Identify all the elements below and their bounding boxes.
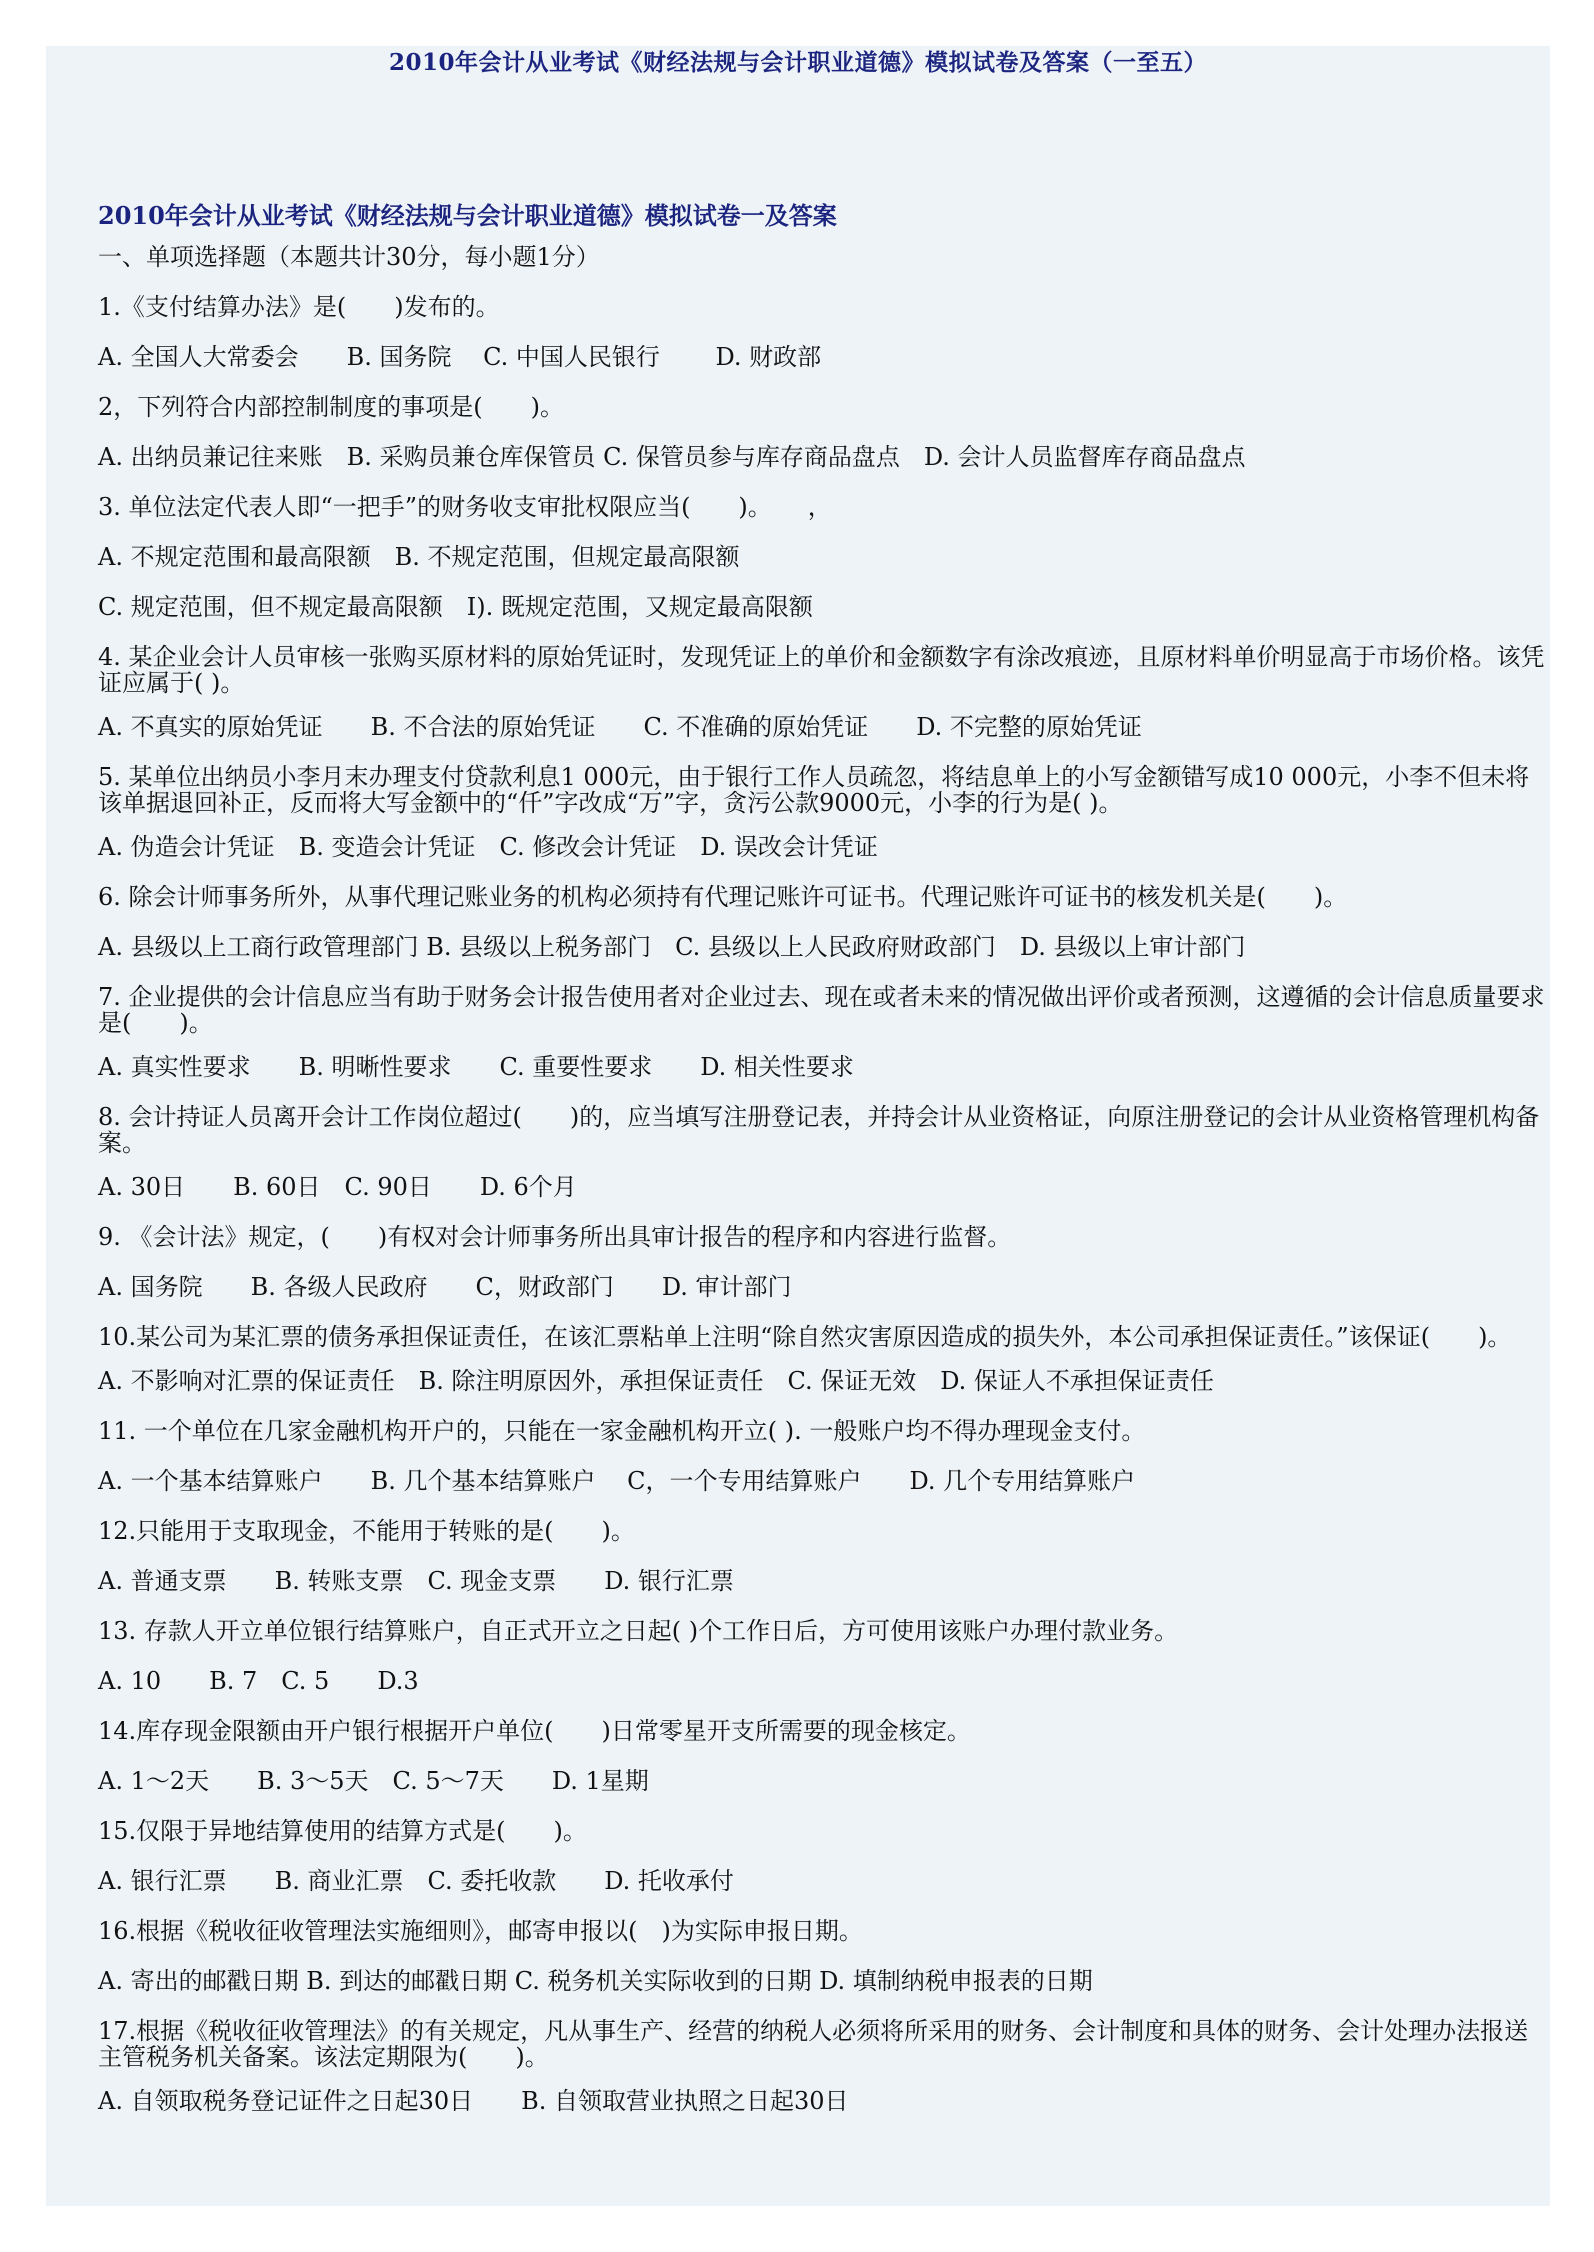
options-3a: A. 不规定范围和最高限额 B. 不规定范围，但规定最高限额 xyxy=(98,543,740,571)
question-12: 12.只能用于支取现金，不能用于转账的是( )。 xyxy=(98,1517,635,1545)
options-1: A. 全国人大常委会 B. 国务院 C. 中国人民银行 D. 财政部 xyxy=(98,343,822,371)
document-title: 2010年会计从业考试《财经法规与会计职业道德》模拟试卷及答案（一至五） xyxy=(388,49,1207,76)
options-16: A. 寄出的邮戳日期 B. 到达的邮戳日期 C. 税务机关实际收到的日期 D. 填制纳税申报表的日期 xyxy=(98,1967,1093,1995)
options-17: A. 自领取税务登记证件之日起30日 B. 自领取营业执照之日起30日 xyxy=(98,2087,849,2115)
question-17: 17.根据《税收征收管理法》的有关规定，凡从事生产、经营的纳税人必须将所采用的财务、会计制度和具体的财务、会计处理办法报送主管税务机关备案。该法定期限为( )。 xyxy=(98,2017,1529,2071)
options-3b: C. 规定范围，但不规定最高限额 I). 既规定范围，又规定最高限额 xyxy=(98,593,813,621)
options-7: A. 真实性要求 B. 明晰性要求 C. 重要性要求 D. 相关性要求 xyxy=(98,1053,854,1081)
question-7: 7. 企业提供的会计信息应当有助于财务会计报告使用者对企业过去、现在或者未来的情况做出评价或者预测，这遵循的会计信息质量要求是( )。 xyxy=(98,983,1545,1037)
options-5: A. 伪造会计凭证 B. 变造会计凭证 C. 修改会计凭证 D. 误改会计凭证 xyxy=(98,833,878,861)
document-body xyxy=(52,242,1548,2136)
options-10: A. 不影响对汇票的保证责任 B. 除注明原因外，承担保证责任 C. 保证无效 D. 保证人不承担保证责任 xyxy=(98,1367,1214,1395)
question-15: 15.仅限于异地结算使用的结算方式是( )。 xyxy=(98,1817,587,1845)
options-14: A. 1～2天 B. 3～5天 C. 5～7天 D. 1星期 xyxy=(98,1767,649,1795)
options-4: A. 不真实的原始凭证 B. 不合法的原始凭证 C. 不准确的原始凭证 D. 不完整的原始凭证 xyxy=(98,713,1142,741)
options-6: A. 县级以上工商行政管理部门 B. 县级以上税务部门 C. 县级以上人民政府财政部门 D. 县级以上审计部门 xyxy=(98,933,1246,961)
options-9: A. 国务院 B. 各级人民政府 C，财政部门 D. 审计部门 xyxy=(98,1273,792,1301)
question-14: 14.库存现金限额由开户银行根据开户单位( )日常零星开支所需要的现金核定。 xyxy=(98,1717,971,1745)
options-15: A. 银行汇票 B. 商业汇票 C. 委托收款 D. 托收承付 xyxy=(98,1867,734,1895)
options-12: A. 普通支票 B. 转账支票 C. 现金支票 D. 银行汇票 xyxy=(98,1567,734,1595)
question-9: 9. 《会计法》规定，( )有权对会计师事务所出具审计报告的程序和内容进行监督。 xyxy=(98,1223,1012,1251)
question-1: 1.《支付结算办法》是( )发布的。 xyxy=(98,293,500,321)
options-2: A. 出纳员兼记往来账 B. 采购员兼仓库保管员 C. 保管员参与库存商品盘点 D. 会计人员监督库存商品盘点 xyxy=(98,443,1246,471)
section-heading: 一、单项选择题（本题共计30分，每小题1分） xyxy=(98,243,600,271)
section-title: 2010年会计从业考试《财经法规与会计职业道德》模拟试卷一及答案 xyxy=(98,201,837,230)
question-13: 13. 存款人开立单位银行结算账户，自正式开立之日起( )个工作日后，方可使用该账户办理付款业务。 xyxy=(98,1617,1179,1645)
question-11: 11. 一个单位在几家金融机构开户的，只能在一家金融机构开立( ). 一般账户均不得办理现金支付。 xyxy=(98,1417,1146,1445)
question-10: 10.某公司为某汇票的债务承担保证责任，在该汇票粘单上注明“除自然灾害原因造成的损失外，本公司承担保证责任。”该保证( )。 xyxy=(98,1323,1512,1351)
question-5: 5. 某单位出纳员小李月末办理支付贷款利息1 000元，由于银行工作人员疏忽，将结息单上的小写金额错写成10 000元，小李不但未将该单据退回补正，反而将大写金额中的“仟”字改成“万”字，贪污公款9000元，小李的行为是( )。 xyxy=(98,763,1530,817)
question-6: 6. 除会计师事务所外，从事代理记账业务的机构必须持有代理记账许可证书。代理记账许可证书的核发机关是( )。 xyxy=(98,883,1348,911)
question-16: 16.根据《税收征收管理法实施细则》，邮寄申报以( )为实际申报日期。 xyxy=(98,1917,863,1945)
question-4: 4. 某企业会计人员审核一张购买原材料的原始凭证时，发现凭证上的单价和金额数字有涂改痕迹，且原材料单价明显高于市场价格。该凭证应属于( )。 xyxy=(98,643,1545,697)
question-8: 8. 会计持证人员离开会计工作岗位超过( )的，应当填写注册登记表，并持会计从业资格证，向原注册登记的会计从业资格管理机构备案。 xyxy=(98,1103,1540,1157)
options-13: A. 10 B. 7 C. 5 D.3 xyxy=(98,1667,419,1695)
question-2: 2，下列符合内部控制制度的事项是( )。 xyxy=(98,393,564,421)
options-11: A. 一个基本结算账户 B. 几个基本结算账户 C，一个专用结算账户 D. 几个专用结算账户 xyxy=(98,1467,1136,1495)
options-8: A. 30日 B. 60日 C. 90日 D. 6个月 xyxy=(98,1173,577,1201)
question-3: 3. 单位法定代表人即“一把手”的财务收支审批权限应当( )。 ， xyxy=(98,493,832,521)
